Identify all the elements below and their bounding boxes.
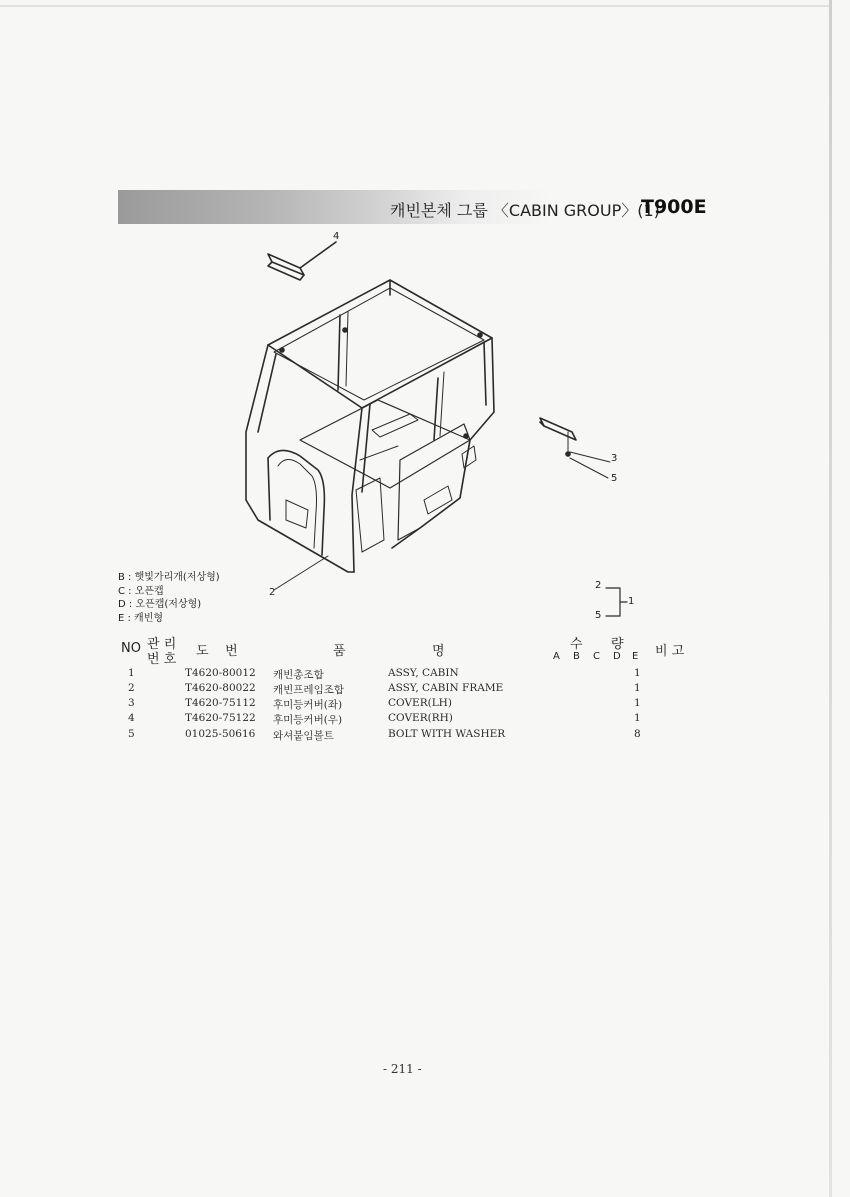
row-no: 3 [128,697,135,709]
row-part-no: T4620-75112 [185,697,256,709]
header-drawing-no: 도 번 [196,644,238,659]
model-label: T900E [641,196,707,218]
part-4-cover [268,242,336,280]
callout-3: 3 [611,453,618,464]
row-no: 5 [128,728,135,740]
callout-5: 5 [611,473,618,484]
header-mgmt-bottom: 번 호 [147,652,177,667]
row-qty-e: 1 [634,712,641,724]
header-mgmt-top: 관 리 [147,637,177,652]
bracket-label-bottom: 5 [595,610,602,621]
leader-line-2 [274,556,328,590]
header-remark: 비 고 [655,644,685,659]
row-part-no: 01025-50616 [185,728,256,740]
row-qty-e: 1 [634,667,641,679]
row-name-kr: 후미등커버(좌) [273,699,343,711]
part-3-cover [540,418,610,478]
qty-col-d: D [613,651,621,662]
legend-item: B : 햇빛가리개(저상형) [118,572,220,583]
callout-4: 4 [333,231,340,242]
section-title: 캐빈본체 그룹 〈CABIN GROUP〉(1) [390,201,660,220]
row-name-en: COVER(RH) [388,712,453,724]
header-no: NO [121,641,141,656]
row-part-no: T4620-75122 [185,712,256,724]
header-qty-1: 수 [570,637,583,652]
row-name-kr: 와셔붙임볼트 [273,730,334,742]
qty-col-a: A [553,651,560,662]
bracket-label-mid: 1 [628,596,635,607]
row-no: 1 [128,667,135,679]
row-name-en: BOLT WITH WASHER [388,728,506,740]
legend-item: E : 캐빈형 [118,612,164,624]
header-name-2: 명 [432,644,445,659]
row-name-kr: 캐빈프레임조합 [273,684,345,696]
row-name-en: ASSY, CABIN FRAME [388,682,504,694]
row-name-en: COVER(LH) [388,697,452,709]
row-qty-e: 1 [634,697,641,709]
row-qty-e: 1 [634,682,641,694]
bracket-label-top: 2 [595,580,602,591]
callout-2: 2 [269,587,276,598]
qty-col-c: C [593,651,600,662]
row-no: 4 [128,712,135,724]
cabin-frame [246,280,494,572]
row-name-kr: 캐빈총조합 [273,669,324,681]
qty-col-b: B [573,651,580,662]
page-number: - 211 - [383,1062,422,1076]
row-name-kr: 후미등커버(우) [273,714,343,726]
header-name-1: 품 [333,644,346,659]
row-part-no: T4620-80012 [185,667,256,679]
assembly-bracket [606,588,627,616]
row-part-no: T4620-80022 [185,682,256,694]
row-name-en: ASSY, CABIN [388,667,459,679]
variant-legend [118,571,220,625]
qty-col-e: E [632,651,639,662]
legend-item: D : 오픈캡(저상형) [118,599,202,610]
header-qty-2: 량 [611,637,624,652]
row-qty-e: 8 [634,728,641,740]
row-no: 2 [128,682,135,694]
legend-item: C : 오픈캡 [118,585,164,597]
